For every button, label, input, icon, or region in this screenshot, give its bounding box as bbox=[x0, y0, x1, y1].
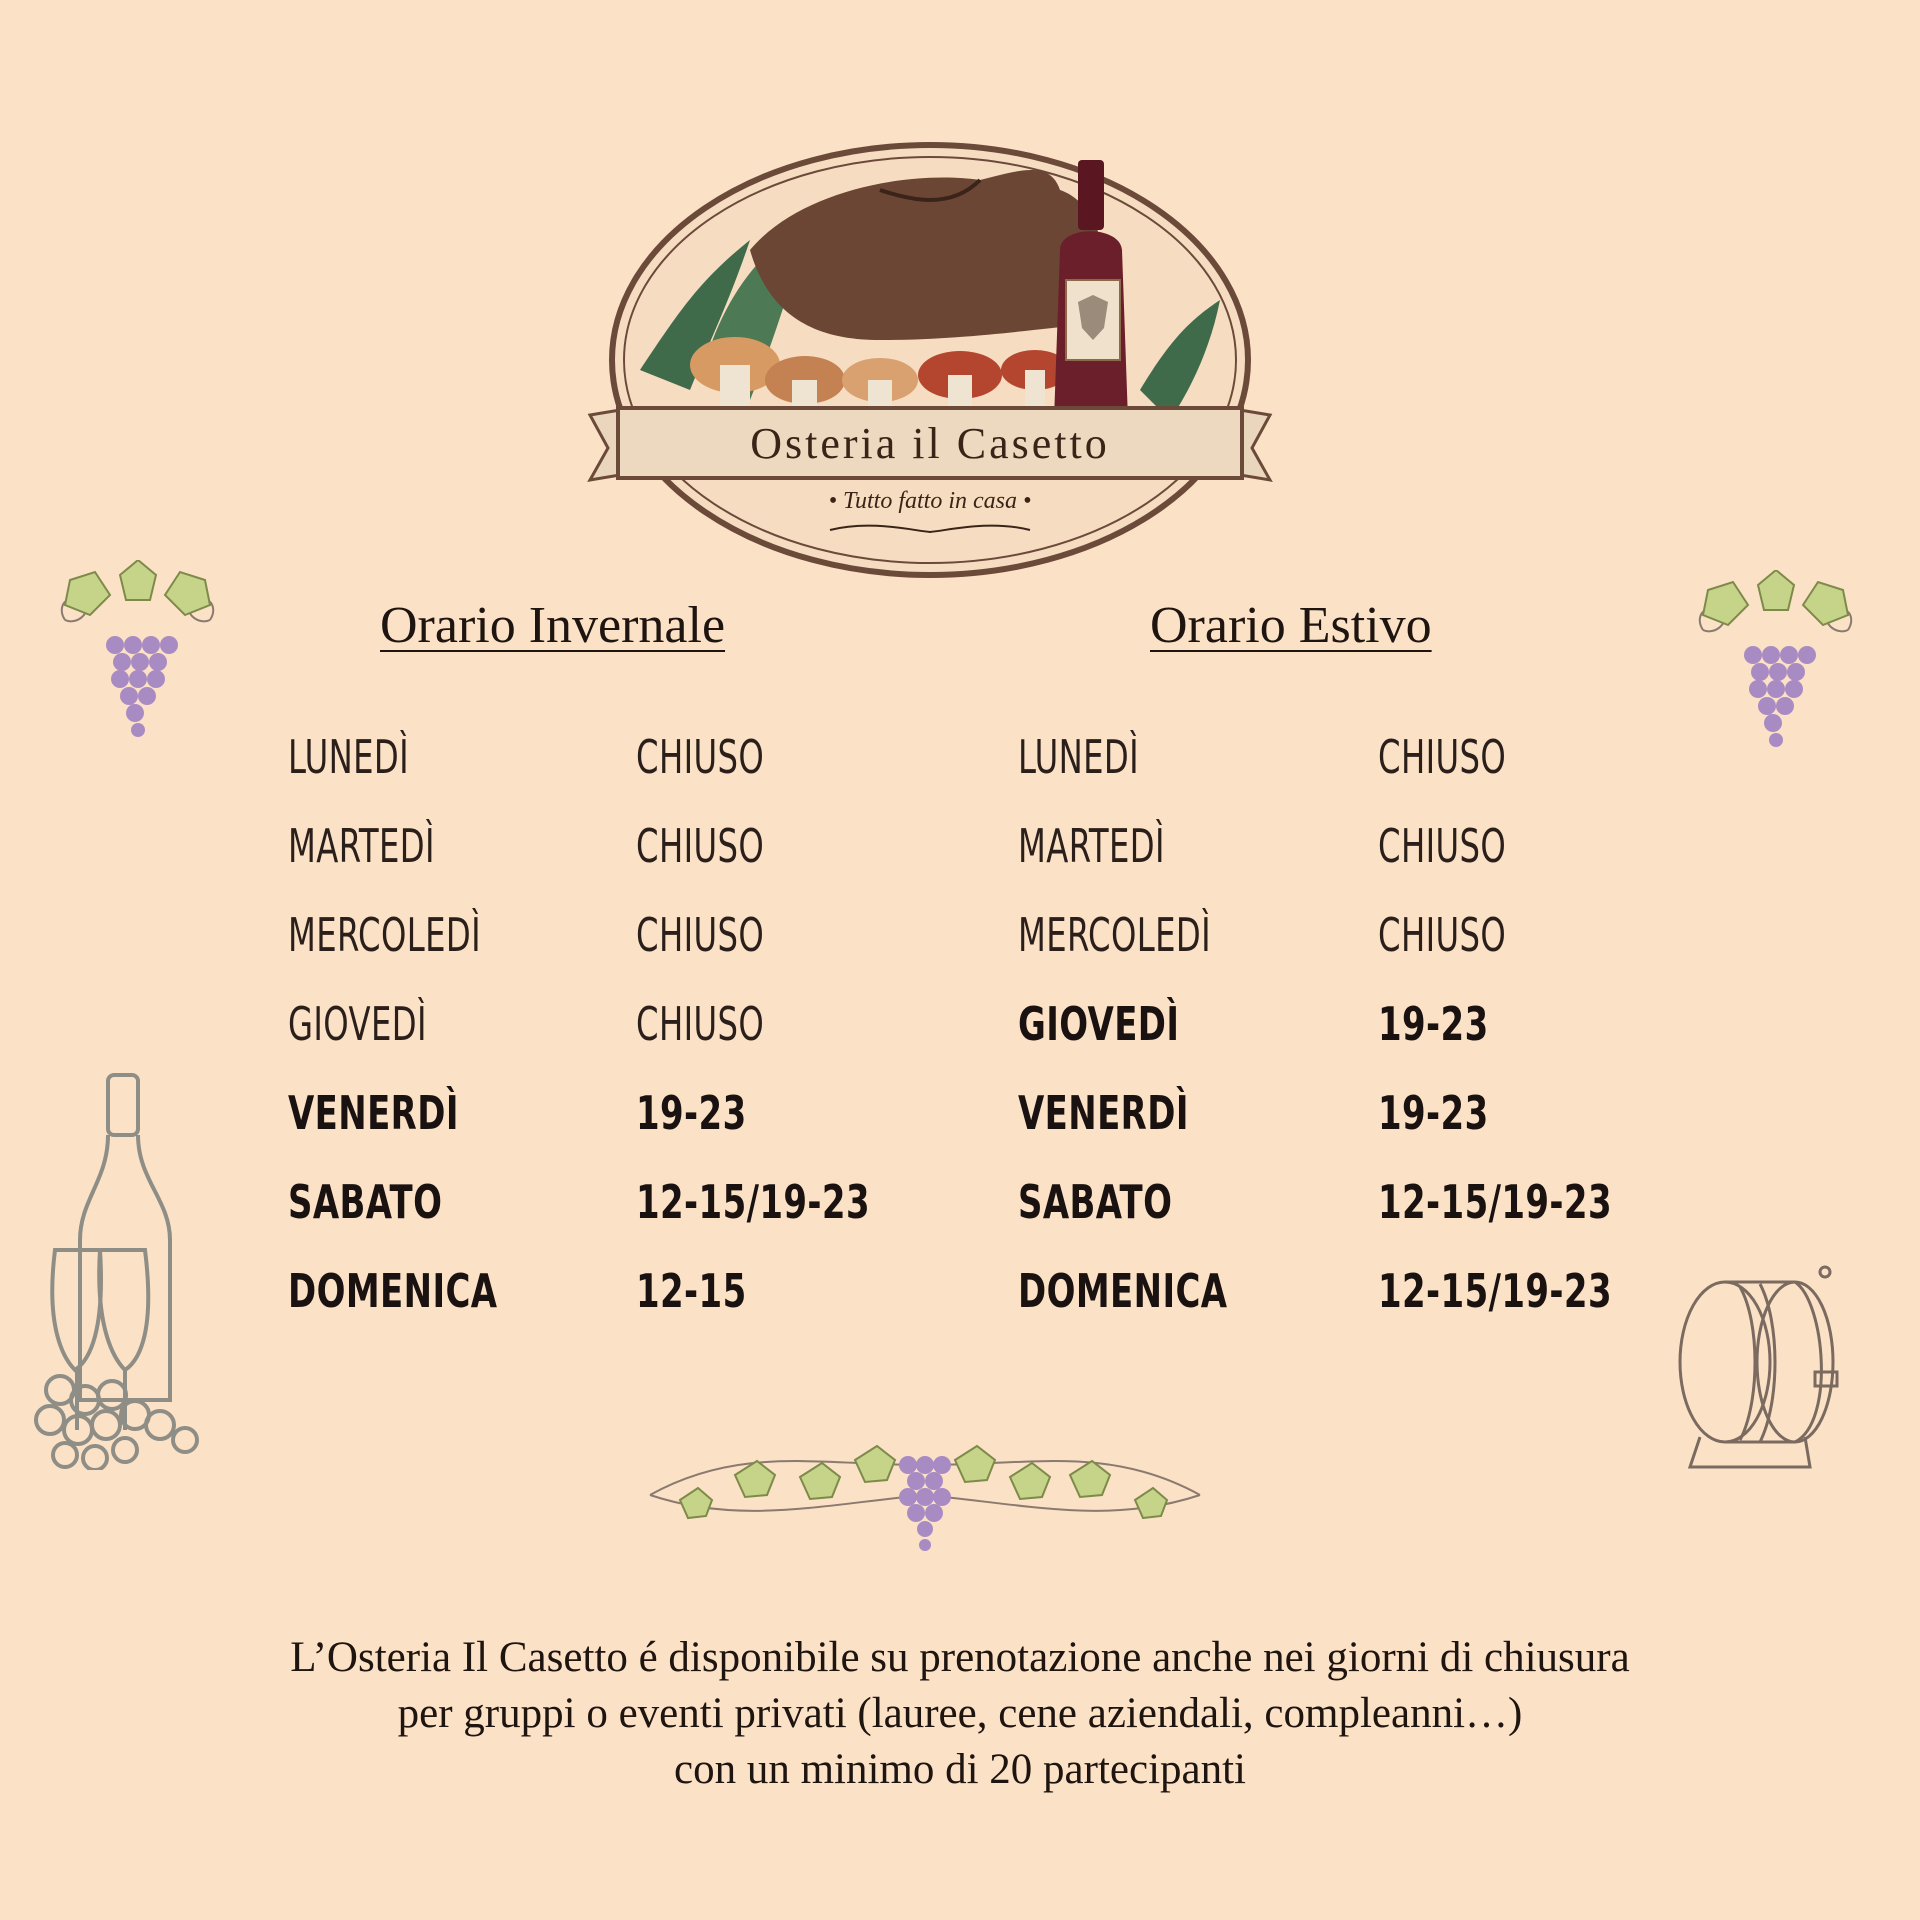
day-label: GIOVEDÌ bbox=[1018, 997, 1180, 1051]
logo-emblem bbox=[580, 130, 1280, 590]
day-label: DOMENICA bbox=[1018, 1264, 1228, 1318]
day-label: GIOVEDÌ bbox=[288, 997, 427, 1051]
logo-name: Osteria il Casetto bbox=[750, 419, 1110, 468]
private-events-note bbox=[0, 1630, 1920, 1798]
day-label: MERCOLEDÌ bbox=[288, 908, 482, 962]
note-line: con un minimo di 20 partecipanti bbox=[673, 1746, 1247, 1793]
day-label: VENERDÌ bbox=[1018, 1086, 1189, 1140]
note-line: per gruppi o eventi privati (lauree, cene aziendali, compleanni…) bbox=[397, 1690, 1523, 1737]
day-label: MERCOLEDÌ bbox=[1018, 908, 1212, 962]
day-label: DOMENICA bbox=[288, 1264, 498, 1318]
hours-value: 19-23 bbox=[636, 1086, 747, 1140]
day-label: SABATO bbox=[288, 1175, 443, 1229]
hours-value: 12-15/19-23 bbox=[636, 1175, 870, 1229]
grape-vine-icon bbox=[1688, 570, 1863, 750]
restaurant-logo bbox=[580, 130, 1280, 590]
hours-value: 12-15 bbox=[636, 1264, 747, 1318]
hours-value: CHIUSO bbox=[636, 819, 765, 873]
hours-value: CHIUSO bbox=[636, 997, 765, 1051]
day-label: LUNEDÌ bbox=[1018, 730, 1140, 784]
logo-tagline: • Tutto fatto in casa • bbox=[828, 488, 1032, 514]
hours-value: CHIUSO bbox=[636, 908, 765, 962]
hours-value: 12-15/19-23 bbox=[1378, 1264, 1612, 1318]
day-label: SABATO bbox=[1018, 1175, 1173, 1229]
hours-value: 12-15/19-23 bbox=[1378, 1175, 1612, 1229]
day-label: MARTEDÌ bbox=[288, 819, 435, 873]
note-line: L’Osteria Il Casetto é disponibile su prenotazione anche nei giorni di chiusura bbox=[290, 1634, 1630, 1681]
hours-value: 19-23 bbox=[1378, 997, 1489, 1051]
hours-value: CHIUSO bbox=[1378, 908, 1507, 962]
day-label: MARTEDÌ bbox=[1018, 819, 1165, 873]
winter-hours-title: Orario Invernale bbox=[380, 597, 726, 654]
day-label: VENERDÌ bbox=[288, 1086, 459, 1140]
day-label: LUNEDÌ bbox=[288, 730, 410, 784]
hours-value: CHIUSO bbox=[1378, 730, 1507, 784]
wine-bottle-glass-icon bbox=[20, 1070, 210, 1470]
wine-barrel-icon bbox=[1665, 1262, 1840, 1477]
hours-value: CHIUSO bbox=[636, 730, 765, 784]
summer-hours-title: Orario Estivo bbox=[1150, 597, 1432, 654]
grape-garland-icon bbox=[640, 1405, 1210, 1555]
grape-vine-icon bbox=[50, 560, 225, 740]
hours-value: 19-23 bbox=[1378, 1086, 1489, 1140]
hours-value: CHIUSO bbox=[1378, 819, 1507, 873]
